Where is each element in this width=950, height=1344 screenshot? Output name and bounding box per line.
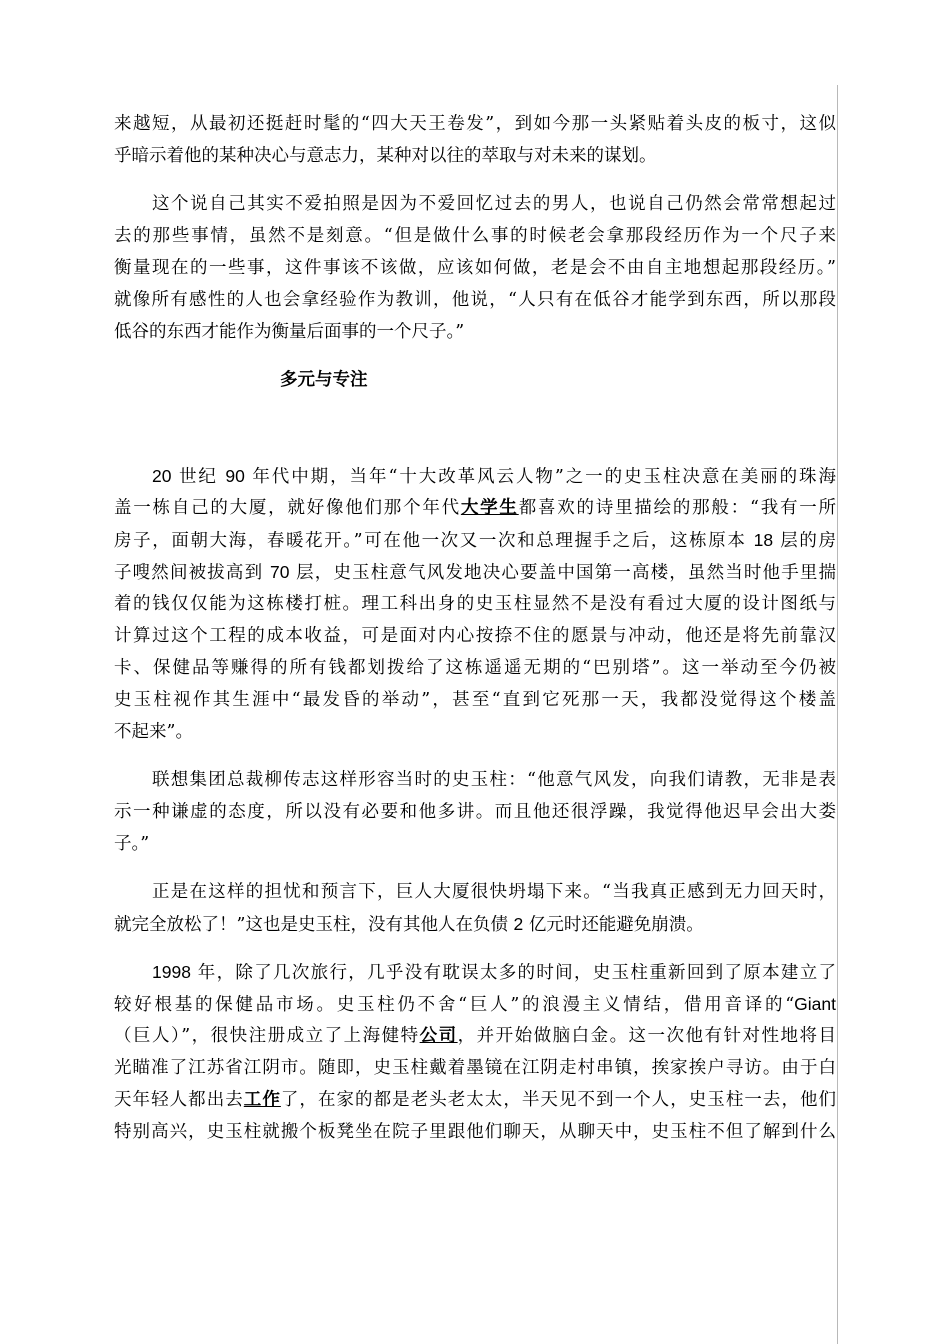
page-right-border: [837, 85, 838, 1344]
paragraph-1: [114, 108, 836, 172]
text-line: 子。”: [114, 834, 150, 854]
number-text: 18: [753, 530, 774, 550]
text-run: 年，除了几次旅行，几乎没有耽误太多的时间，史玉柱重新回到了原本建立了: [190, 963, 836, 983]
text-line: [114, 1084, 836, 1116]
text-run: 都喜欢的诗里描绘的那般：“我有一所: [518, 498, 837, 518]
text-line: [114, 988, 836, 1020]
article-body: [114, 108, 836, 1164]
text-run: 了，在家的都是老头老太太，半天见不到一个人，史玉柱一去，他们: [280, 1090, 837, 1110]
text-line: 乎暗示着他的某种决心与意志力，某种对以往的萃取与对未来的谋划。: [114, 146, 657, 166]
text-run: （巨人）”，很快注册成立了上海健特: [114, 1026, 420, 1046]
link-daxuesheng[interactable]: 大学生: [460, 498, 519, 518]
number-text: 20: [152, 466, 172, 486]
text-line: 特别高兴，史玉柱就搬个板凳坐在院子里跟他们聊天，从聊天中，史玉柱不但了解到什么: [114, 1122, 836, 1142]
text-line: 正是在这样的担忧和预言下，巨人大厦很快坍塌下来。“当我真正感到无力回天时，: [152, 882, 836, 902]
text-run: 年代中期，当年“十大改革风云人物”之一的史玉柱决意在美丽的珠海: [244, 467, 836, 487]
text-run: 天年轻人都出去: [114, 1090, 244, 1110]
text-run: 盖一栋自己的大厦，就好像他们那个年代: [114, 498, 461, 518]
text-line: 光瞄准了江苏省江阴市。随即，史玉柱戴着墨镜在江阴走村串镇，挨家挨户寻访。由于白: [114, 1058, 836, 1078]
text-run: 房子，面朝大海，春暖花开。”可在他一次又一次和总理握手之后，这栋原本: [114, 531, 754, 551]
text-line: [114, 524, 836, 556]
text-line: 计算过这个工程的成本收益，可是面对内心按捺不住的愿景与冲动，他还是将先前靠汉: [114, 626, 836, 646]
number-text: 1998: [152, 962, 191, 982]
text-line: 卡、保健品等赚得的所有钱都划拨给了这栋遥遥无期的“巴别塔”。这一举动至今仍被: [114, 658, 836, 678]
text-run: 层的房: [773, 531, 836, 551]
text-line: [114, 1020, 836, 1052]
number-text: 70: [269, 562, 290, 582]
paragraph-2: [114, 188, 836, 348]
text-line: [114, 492, 836, 524]
text-line: [114, 460, 836, 492]
text-line: 不起来”。: [114, 722, 193, 742]
text-run: 就完全放松了！”这也是史玉柱，没有其他人在负债: [114, 915, 514, 935]
text-run: 子嗖然间被拔高到: [114, 563, 270, 583]
paragraph-5: [114, 876, 836, 940]
text-line: [114, 956, 836, 988]
paragraph-6: [114, 956, 836, 1148]
number-text: 2: [513, 914, 524, 934]
text-line: 这个说自己其实不爱拍照是因为不爱回忆过去的男人，也说自己仍然会常常想起过: [152, 194, 836, 214]
link-gongzuo[interactable]: 工作: [243, 1090, 281, 1110]
text-line: 示一种谦虚的态度，所以没有必要和他多讲。而且他还很浮躁，我觉得他迟早会出大娄: [114, 802, 836, 822]
text-line: 着的钱仅仅能为这栋楼打桩。理工科出身的史玉柱显然不是没有看过大厦的设计图纸与: [114, 594, 836, 614]
text-line: 衡量现在的一些事，这件事该不该做，应该如何做，老是会不由自主地想起那段经历。”: [114, 258, 836, 278]
paragraph-3: [114, 460, 836, 748]
text-line: 就像所有感性的人也会拿经验作为教训，他说，“人只有在低谷才能学到东西，所以那段: [114, 290, 836, 310]
text-run: ，并开始做脑白金。这一次他有针对性地将目: [457, 1026, 837, 1046]
text-run: 层，史玉柱意气风发地决心要盖中国第一高楼，虽然当时他手里揣: [289, 563, 837, 583]
text-line: [114, 556, 836, 588]
text-line: 低谷的东西才能作为衡量后面事的一个尺子。”: [114, 322, 465, 342]
text-line: 来越短，从最初还挺赶时髦的“四大天王卷发”，到如今那一头紧贴着头皮的板寸，这似: [114, 114, 836, 134]
text-run: 亿元时还能避免崩溃。: [523, 915, 704, 935]
section-heading: 多元与专注: [280, 370, 368, 390]
text-line: 去的那些事情，虽然不是刻意。“但是做什么事的时候老会拿那段经历作为一个尺子来: [114, 226, 836, 246]
text-line: 联想集团总裁柳传志这样形容当时的史玉柱：“他意气风发，向我们请教，无非是表: [152, 770, 836, 790]
paragraph-4: [114, 764, 836, 860]
text-run: 较好根基的保健品市场。史玉柱仍不舍“巨人”的浪漫主义情结，借用音译的“: [114, 995, 795, 1015]
text-run: 世纪: [171, 467, 226, 487]
number-text: 90: [225, 466, 245, 486]
text-line: 史玉柱视作其生涯中“最发昏的举动”，甚至“直到它死那一天，我都没觉得这个楼盖: [114, 690, 836, 710]
link-gongsi[interactable]: 公司: [419, 1026, 458, 1046]
latin-text: Giant: [794, 994, 836, 1014]
text-line: [114, 908, 836, 940]
